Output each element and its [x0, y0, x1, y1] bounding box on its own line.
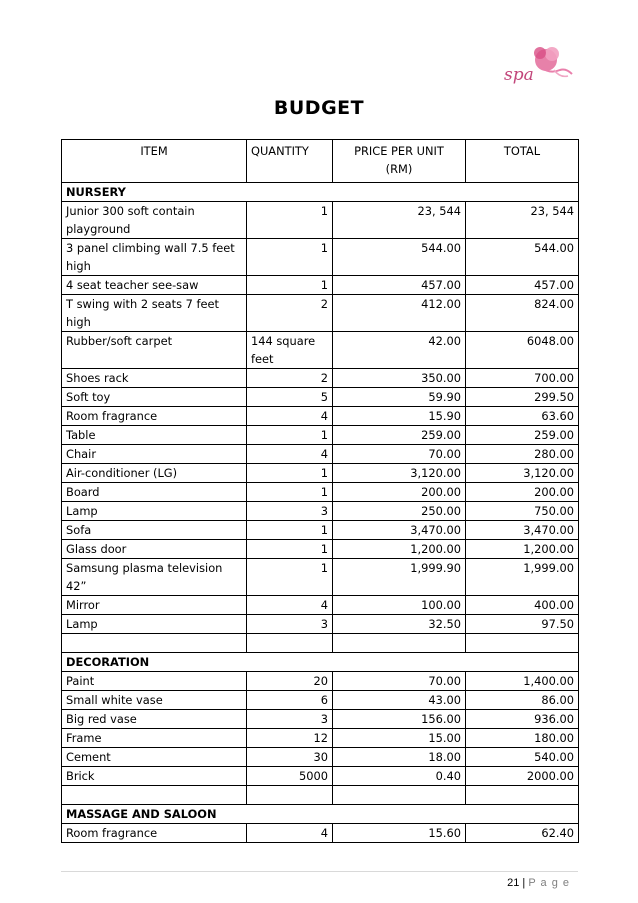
cell-item: Brick [62, 767, 247, 786]
budget-table-body [62, 183, 579, 843]
cell-total: 1,200.00 [466, 540, 579, 559]
cell-quantity: 1 [247, 276, 333, 295]
table-row [62, 824, 579, 843]
cell-total: 6048.00 [466, 332, 579, 369]
header-price [333, 140, 466, 183]
cell-price: 200.00 [333, 483, 466, 502]
cell-item: Chair [62, 445, 247, 464]
blank-row [62, 786, 579, 805]
cell-price: 15.00 [333, 729, 466, 748]
table-row [62, 691, 579, 710]
cell-price: 42.00 [333, 332, 466, 369]
blank-cell [247, 634, 333, 653]
header-price-unit: (RM) [385, 162, 413, 176]
cell-total: 750.00 [466, 502, 579, 521]
cell-total: 23, 544 [466, 202, 579, 239]
cell-quantity: 2 [247, 295, 333, 332]
cell-total: 544.00 [466, 239, 579, 276]
cell-quantity: 4 [247, 445, 333, 464]
cell-total: 3,470.00 [466, 521, 579, 540]
cell-price: 32.50 [333, 615, 466, 634]
cell-total: 200.00 [466, 483, 579, 502]
cell-price: 350.00 [333, 369, 466, 388]
section-row [62, 653, 579, 672]
table-row [62, 729, 579, 748]
cell-item: Big red vase [62, 710, 247, 729]
blank-cell [466, 786, 579, 805]
cell-item: Small white vase [62, 691, 247, 710]
cell-price: 412.00 [333, 295, 466, 332]
cell-item: Mirror [62, 596, 247, 615]
cell-item: Soft toy [62, 388, 247, 407]
table-row [62, 502, 579, 521]
header-item: ITEM [62, 140, 247, 183]
cell-item: Room fragrance [62, 407, 247, 426]
cell-item: Lamp [62, 502, 247, 521]
header-total: TOTAL [466, 140, 579, 183]
cell-quantity: 1 [247, 239, 333, 276]
cell-quantity: 3 [247, 615, 333, 634]
cell-quantity: 5000 [247, 767, 333, 786]
cell-item: 4 seat teacher see-saw [62, 276, 247, 295]
table-row [62, 596, 579, 615]
cell-item: Rubber/soft carpet [62, 332, 247, 369]
table-row [62, 748, 579, 767]
cell-total: 1,400.00 [466, 672, 579, 691]
table-row [62, 407, 579, 426]
table-row [62, 767, 579, 786]
cell-item: Glass door [62, 540, 247, 559]
cell-total: 2000.00 [466, 767, 579, 786]
cell-total: 280.00 [466, 445, 579, 464]
cell-total: 299.50 [466, 388, 579, 407]
section-row [62, 805, 579, 824]
table-row [62, 426, 579, 445]
cell-price: 15.90 [333, 407, 466, 426]
cell-quantity: 1 [247, 202, 333, 239]
blank-cell [247, 786, 333, 805]
cell-total: 400.00 [466, 596, 579, 615]
cell-price: 43.00 [333, 691, 466, 710]
cell-item: Cement [62, 748, 247, 767]
svg-text:spa: spa [504, 65, 534, 85]
cell-total: 63.60 [466, 407, 579, 426]
cell-total: 824.00 [466, 295, 579, 332]
page-footer [507, 877, 570, 889]
section-heading: MASSAGE AND SALOON [62, 805, 579, 824]
cell-item: Frame [62, 729, 247, 748]
cell-item: Paint [62, 672, 247, 691]
cell-quantity: 5 [247, 388, 333, 407]
cell-price: 1,200.00 [333, 540, 466, 559]
table-row [62, 202, 579, 239]
table-row [62, 521, 579, 540]
cell-price: 23, 544 [333, 202, 466, 239]
cell-total: 86.00 [466, 691, 579, 710]
cell-price: 59.90 [333, 388, 466, 407]
budget-table [61, 139, 579, 843]
spa-logo [496, 40, 576, 96]
cell-total: 259.00 [466, 426, 579, 445]
cell-quantity: 12 [247, 729, 333, 748]
table-row [62, 559, 579, 596]
cell-price: 3,120.00 [333, 464, 466, 483]
cell-total: 3,120.00 [466, 464, 579, 483]
cell-quantity: 1 [247, 559, 333, 596]
table-row [62, 369, 579, 388]
cell-price: 457.00 [333, 276, 466, 295]
cell-price: 1,999.90 [333, 559, 466, 596]
cell-item: Table [62, 426, 247, 445]
cell-price: 156.00 [333, 710, 466, 729]
cell-total: 62.40 [466, 824, 579, 843]
cell-total: 540.00 [466, 748, 579, 767]
page-word: P a g e [528, 877, 570, 889]
cell-item: Samsung plasma television 42” [62, 559, 247, 596]
cell-item: 3 panel climbing wall 7.5 feet high [62, 239, 247, 276]
cell-price: 15.60 [333, 824, 466, 843]
cell-quantity: 30 [247, 748, 333, 767]
cell-total: 1,999.00 [466, 559, 579, 596]
cell-price: 250.00 [333, 502, 466, 521]
cell-total: 180.00 [466, 729, 579, 748]
cell-item: Lamp [62, 615, 247, 634]
page-title: BUDGET [273, 97, 365, 119]
cell-price: 3,470.00 [333, 521, 466, 540]
cell-price: 259.00 [333, 426, 466, 445]
cell-total: 700.00 [466, 369, 579, 388]
cell-quantity: 4 [247, 407, 333, 426]
section-heading: DECORATION [62, 653, 579, 672]
cell-quantity: 1 [247, 426, 333, 445]
cell-quantity: 4 [247, 824, 333, 843]
cell-total: 97.50 [466, 615, 579, 634]
cell-quantity: 6 [247, 691, 333, 710]
table-row [62, 388, 579, 407]
cell-item: Sofa [62, 521, 247, 540]
cell-price: 18.00 [333, 748, 466, 767]
table-row [62, 710, 579, 729]
cell-quantity: 20 [247, 672, 333, 691]
table-row [62, 295, 579, 332]
spa-logo-graphic [496, 40, 576, 96]
cell-item: T swing with 2 seats 7 feet high [62, 295, 247, 332]
cell-quantity: 4 [247, 596, 333, 615]
cell-item: Junior 300 soft contain playground [62, 202, 247, 239]
blank-cell [333, 786, 466, 805]
cell-price: 0.40 [333, 767, 466, 786]
cell-quantity: 144 square feet [247, 332, 333, 369]
cell-price: 70.00 [333, 672, 466, 691]
cell-quantity: 2 [247, 369, 333, 388]
table-row [62, 239, 579, 276]
header-price-label: PRICE PER UNIT [354, 144, 444, 158]
cell-item: Board [62, 483, 247, 502]
cell-quantity: 3 [247, 502, 333, 521]
cell-item: Room fragrance [62, 824, 247, 843]
footer-separator: | [522, 877, 526, 889]
footer-divider [61, 871, 578, 872]
table-row [62, 672, 579, 691]
cell-price: 70.00 [333, 445, 466, 464]
blank-cell [466, 634, 579, 653]
cell-total: 457.00 [466, 276, 579, 295]
page-number: 21 [507, 877, 520, 889]
header-row [62, 140, 579, 183]
table-row [62, 276, 579, 295]
blank-row [62, 634, 579, 653]
cell-item: Shoes rack [62, 369, 247, 388]
cell-quantity: 1 [247, 483, 333, 502]
blank-cell [62, 634, 247, 653]
cell-price: 100.00 [333, 596, 466, 615]
table-row [62, 615, 579, 634]
cell-price: 544.00 [333, 239, 466, 276]
cell-item: Air-conditioner (LG) [62, 464, 247, 483]
blank-cell [62, 786, 247, 805]
cell-quantity: 1 [247, 540, 333, 559]
header-quantity: QUANTITY [247, 140, 333, 183]
section-row [62, 183, 579, 202]
cell-quantity: 1 [247, 464, 333, 483]
table-row [62, 445, 579, 464]
cell-total: 936.00 [466, 710, 579, 729]
cell-quantity: 1 [247, 521, 333, 540]
table-row [62, 332, 579, 369]
blank-cell [333, 634, 466, 653]
table-row [62, 540, 579, 559]
cell-quantity: 3 [247, 710, 333, 729]
table-row [62, 464, 579, 483]
section-heading: NURSERY [62, 183, 579, 202]
table-row [62, 483, 579, 502]
